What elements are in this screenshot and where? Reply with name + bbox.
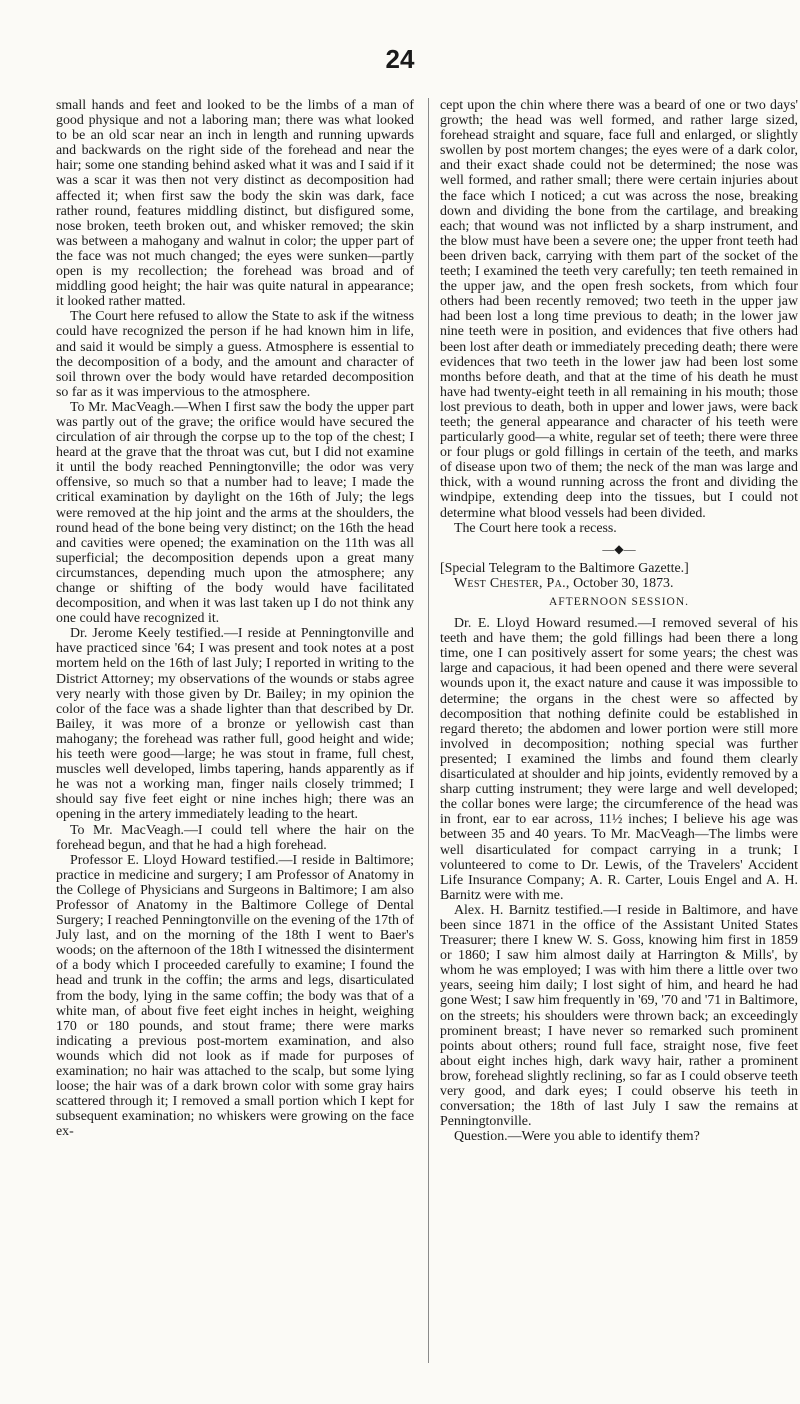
paragraph: small hands and feet and looked to be the limbs of a man of good physique and not a laboring man; there was what looked to be an old scar near an inch in length and running upwards and backwards on the right side of the forehead and near the hair; some one standing behind asked what it was and I said if it was a scar it was then not very distinct as decomposition had affected it; when first saw the body the skin was dark, face rather round, features middling distinct, but disfigured some, nose broken, teeth broken out, and whisker removed; the skin was between a mahogany and walnut in color; the upper part of the face was not much changed; the eyes were sunken—partly open is my recollection; the forehead was broad and of middling good height; the hair was quite natural in appearance; it looked rather matted. [56, 98, 414, 310]
dateline [440, 576, 798, 591]
paragraph: The Court here refused to allow the State to ask if the witness could have recognized the person if he had known him in life, and said it would be simply a guess. Atmosphere is essential to the decomposition of a body, and the amount and character of soil thrown over the body would have retarded decomposition so far as it was impervious to the atmosphere. [56, 309, 414, 400]
paragraph: Dr. Jerome Keely testified.—I reside at Penningtonville and have practiced since '64; I was present and took notes at a post mortem held on the 16th of last July; I reported in writing to the District Attorney; my observations of the wounds or stabs agree very nearly with those given by Dr. Bailey; in my opinion the color of the face was a shade lighter than that described by Dr. Bailey, it was more of a bronze or yellowish cast than mahogany; the forehead was rather full, good height and wide; his teeth were good—large; he was stout in frame, full chest, muscles well developed, limbs tapering, hands apparently as if he was not a working man, finger nails closely trimmed; I should say five feet eight or nine inches high; there was an opening in the artery immediately leading to the heart. [56, 626, 414, 823]
section-divider: —◆— [602, 541, 636, 556]
column-rule [428, 98, 429, 1363]
dateline-date: October 30, 1873. [573, 575, 674, 591]
left-column [56, 98, 414, 1139]
paragraph: To Mr. MacVeagh.—When I first saw the body the upper part was partly out of the grave; the orifice would have secured the circulation of air through the corpse up to the top of the chest; I heard at the grave that the throat was cut, but I did not examine it until the body reached Penningtonville; the odor was very offensive, so much so that a number had to leave; I made the critical examination by daylight on the 16th of July; the legs were removed at the hip joint and the arms at the shoulders, the round head of the bone being very distinct; on the 16th the head and cavities were opened; the examination on the 11th was all superficial; the decomposition depends upon a great many circumstances, depending much upon the atmosphere; any change or shifting of the body would have facilitated decomposition, and when it was last taken up I do not think any one could have recognized it. [56, 399, 414, 627]
telegram-heading: [Special Telegram to the Baltimore Gazette.] [440, 560, 689, 576]
paragraph: Dr. E. Lloyd Howard resumed.—I removed several of his teeth and have them; the gold fillings had been there a long time, one I can positively assert for some years; the chest was large and capacious, it had been opened and there were several wounds upon it, the exact nature and cause it was impossible to determine; the organs in the chest were so affected by decomposition that nothing definite could be established in regard thereto; the abdomen and lower portion were still more involved in decomposition; nothing special was further presented; I examined the limbs and found them clearly disarticulated at shoulder and hip joints, evidently removed by a sharp cutting instrument; they were large and well developed; the collar bones were large; the circumference of the head was in front, ear to ear across, 11½ inches; I believe his age was between 35 and 40 years. To Mr. MacVeagh—The limbs were well disarticulated for compact carrying in a trunk; I volunteered to come to Dr. Lewis, of the Travelers' Accident Life Insurance Company; A. R. Carter, Louis Engel and A. H. Barnitz were with me. [440, 616, 798, 903]
paragraph: cept upon the chin where there was a beard of one or two days' growth; the head was well formed, and rather large sized, forehead straight and square, face full and enlarged, or slightly swollen by post mortem changes; the eyes were of a dark color, and their exact shade could not be determined; the nose was well formed, and rather small; there were certain injuries about the face which I noticed; a cut was across the nose, breaking down and dividing the bone from the cartilage, and breaking each; that wound was not inflicted by a sharp instrument, and the blow must have been a severe one; the upper front teeth had been driven back, carrying with them part of the socket of the teeth; I examined the teeth very carefully; ten teeth remained in the upper jaw, and the open fresh sockets, from which four others had been recently removed; two teeth in the upper jaw had been lost a long time previous to death; in the lower jaw nine teeth were in position, and evidences that five others had been lost after death or immediately preceding death; there were evidences that two teeth in the lower jaw had been lost some months before death, and that at the time of his death he must have had twenty-eight teeth in all remaining in his mouth; those lost previous to death, both in upper and lower jaws, were back teeth; the general appearance and character of his teeth were particularly good—a white, regular set of teeth; there were three or four plugs or gold fillings in certain of the teeth, and marks of disease upon two of them; the neck of the man was large and thick, with a wound running across the front and dividing the windpipe, extending deep into the tissues, but I could not determine what blood vessels had been divided. [440, 98, 798, 521]
dateline-place: West Chester, Pa., [454, 575, 570, 591]
paragraph: Alex. H. Barnitz testified.—I reside in Baltimore, and have been since 1871 in the office of the Assistant United States Treasurer; there I knew W. S. Goss, knowing him first in 1859 or 1860; I saw him almost daily at Harrington & Mills', by whom he was employed; I was with him there a little over two years, seeing him daily; I lost sight of him, and heard he had gone West; I saw him frequently in '69, '70 and '71 in Baltimore, on the streets; his shoulders were thrown back; an exceedingly prominent breast; I have never so remarked such prominent points about others; round full face, straight nose, five feet about eight inches high, dark wavy hair, rather a prominent brow, forehead slightly reclining, so far as I could observe teeth very good, and dark eyes; I could observe his teeth in conversation; the 18th of last July I saw the remains at Penningtonville. [440, 902, 798, 1130]
paragraph: Professor E. Lloyd Howard testified.—I reside in Baltimore; practice in medicine and surgery; I am Professor of Anatomy in the College of Physicians and Surgeons in Baltimore; I am also Professor of Anatomy in the Baltimore College of Dental Surgery; I reached Penningtonville on the evening of the 17th of July last, and on the morning of the 18th I went to Baer's woods; on the afternoon of the 18th I witnessed the disinterment of a body which I proceeded carefully to examine; I found the head and trunk in the coffin; the arms and legs, disarticulated from the body, lying in the same coffin; the body was that of a white man, of about five feet eight inches in height, weighing 170 or 180 pounds, and stout frame; there were marks indicating a previous post-mortem examination, and also wounds which did not look as if made for purposes of examination; no hair was attached to the scalp, but some lying loose; the hair was of a dark brown color with some gray hairs scattered through it; I removed a small portion which I kept for subsequent examination; no whiskers were growing on the face ex- [56, 852, 414, 1140]
right-column [440, 98, 798, 1144]
paragraph: The Court here took a recess. [454, 520, 617, 536]
page-number: 24 [385, 44, 415, 74]
session-heading: AFTERNOON SESSION. [548, 596, 690, 608]
paragraph: To Mr. MacVeagh.—I could tell where the hair on the forehead begun, and that he had a high forehead. [56, 822, 414, 853]
paragraph: Question.—Were you able to identify them? [454, 1129, 700, 1145]
